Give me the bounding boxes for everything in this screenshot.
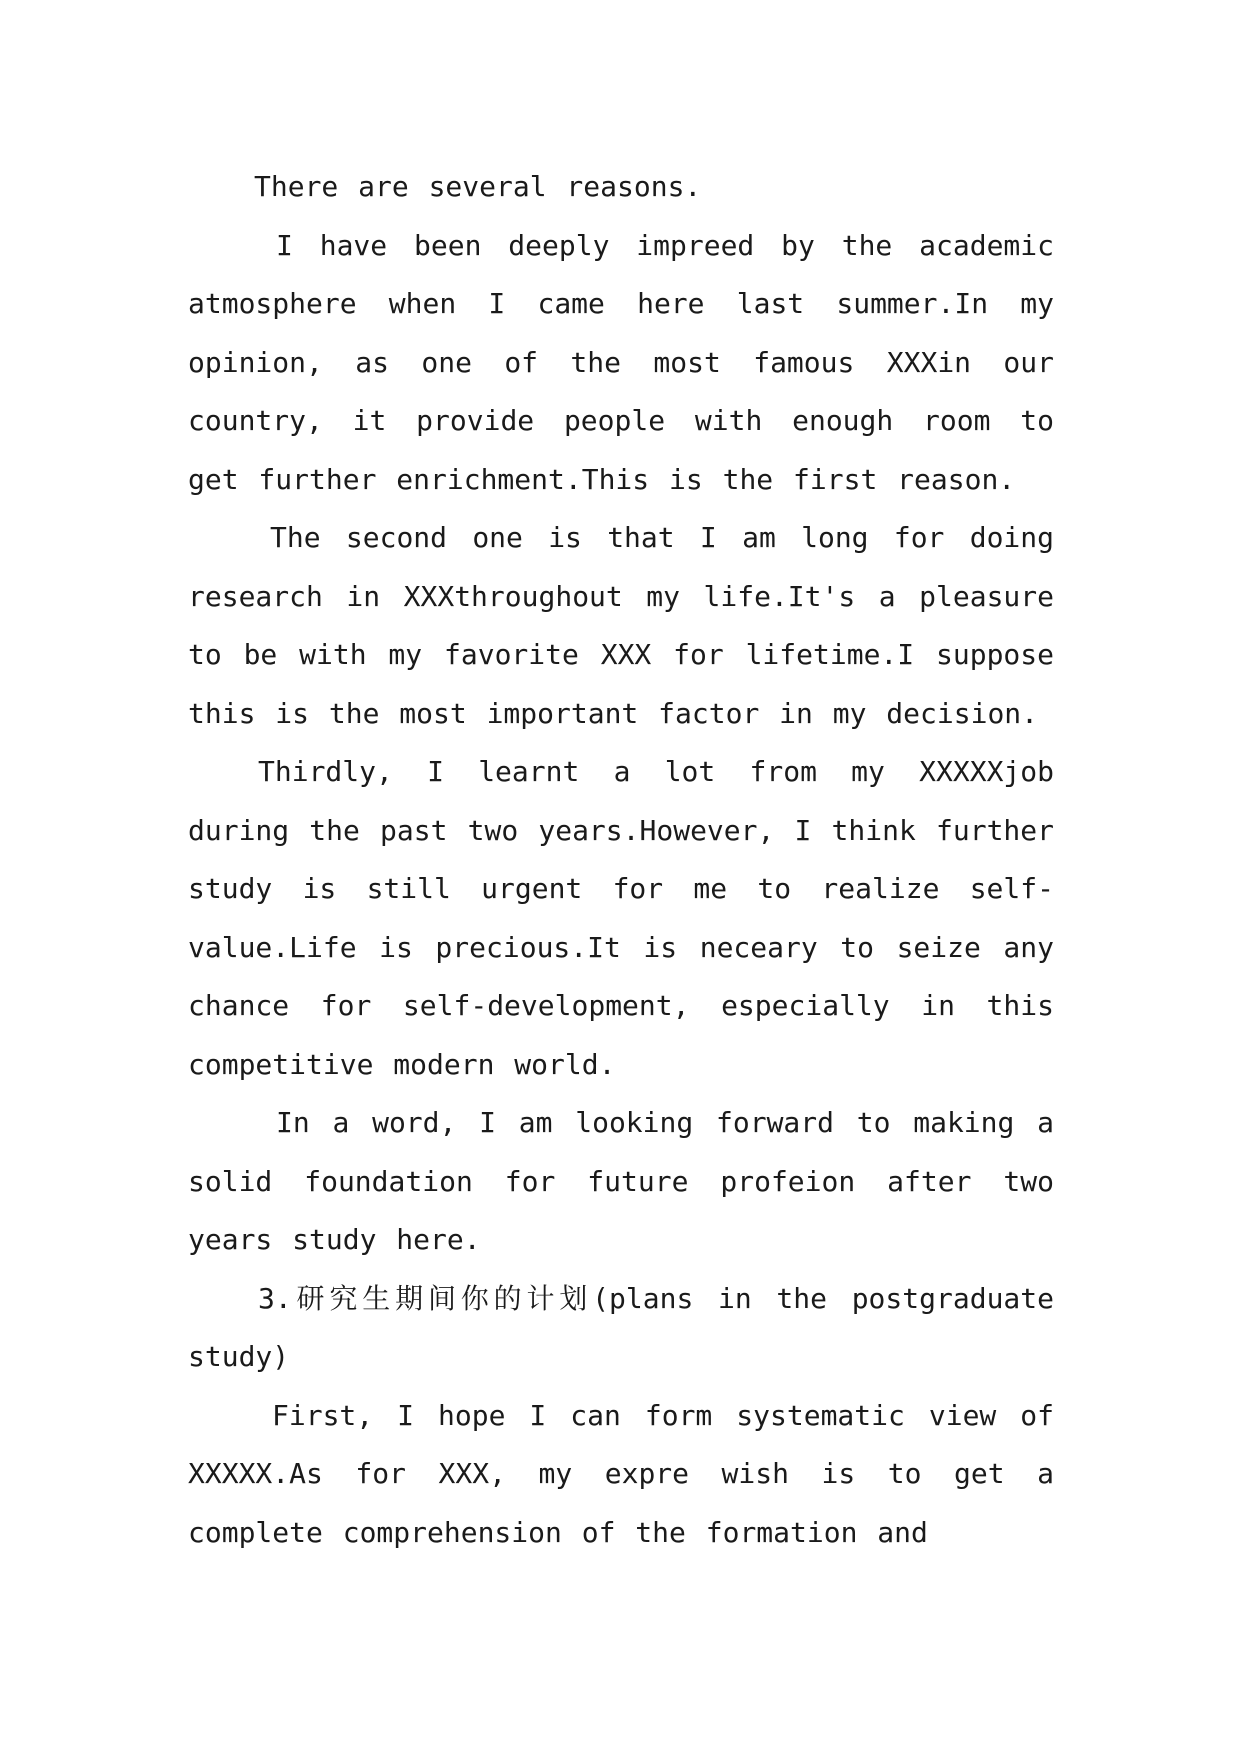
paragraph-second-reason: The second one is that I am long for doing research in XXXthroughout my life.It's a pleasure to be with my favorite XXX for lifetime.I suppose this is the most important factor in my decision. <box>188 521 1054 730</box>
body-text <box>188 158 1054 1562</box>
section-heading-plans: 3.研究生期间你的计划(plans in the postgraduate study) <box>188 1281 1054 1373</box>
paragraph-reasons-intro: There are several reasons. <box>254 170 702 203</box>
paragraph-plans-first: First, I hope I can form systematic view of XXXXX.As for XXX, my expre wish is to get a complete comprehension of the formation and <box>188 1398 1054 1549</box>
paragraph-first-reason: I have been deeply impreed by the academic atmosphere when I came here last summer.In my opinion, as one of the most famous XXXin our country, it provide people with enough room to get further enrichment.This is the first reason. <box>188 228 1054 496</box>
paragraph-conclusion: In a word, I am looking forward to making a solid foundation for future profeion after two years study here. <box>188 1106 1054 1256</box>
paragraph-third-reason: Thirdly, I learnt a lot from my XXXXXjob during the past two years.However, I think further study is still urgent for me to realize self-value.Life is precious.It is neceary to seize any chance for self-development, especially in this competitive modern world. <box>188 755 1054 1081</box>
